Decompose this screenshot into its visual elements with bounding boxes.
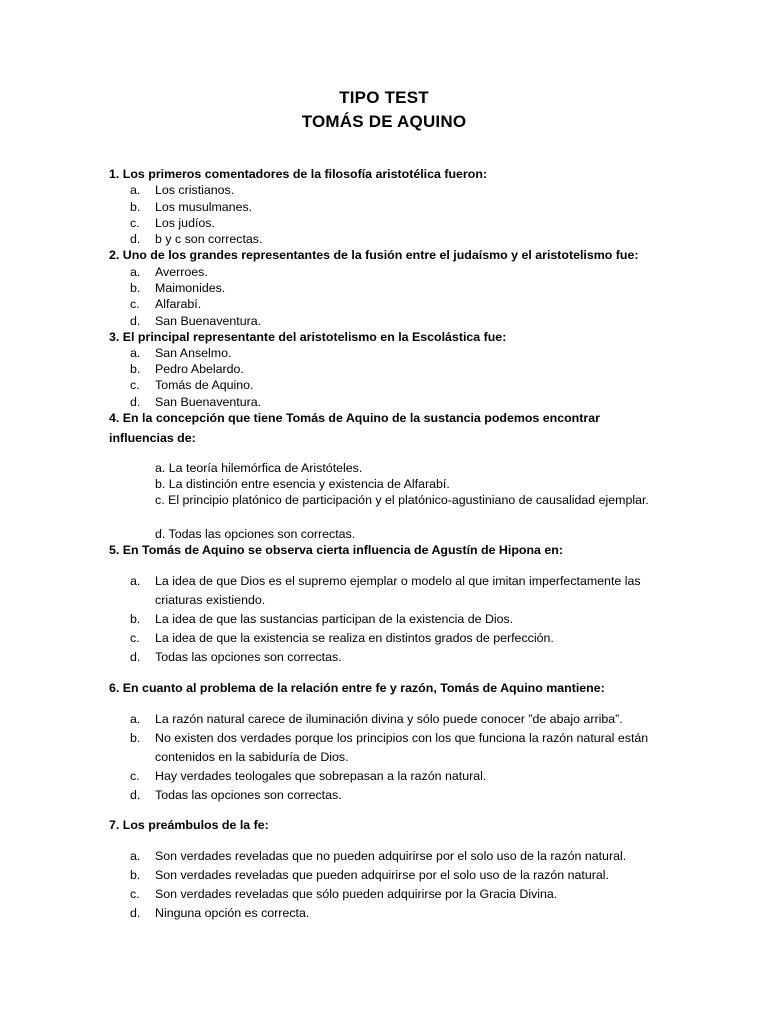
- option-text: Son verdades reveladas que pueden adquirirse por el solo uso de la razón natural.: [155, 868, 609, 882]
- question-6-option-b: [130, 729, 670, 767]
- question-3-option-b: [130, 361, 670, 377]
- question-4-option-d: d. Todas las opciones son correctas.: [155, 527, 356, 541]
- option-text: Son verdades reveladas que no pueden adquirirse por el solo uso de la razón natural.: [155, 849, 627, 863]
- question-4-option-a: a. La teoría hilemórfica de Aristóteles.: [155, 461, 363, 475]
- option-text: San Anselmo.: [155, 346, 232, 360]
- option-text: No existen dos verdades porque los principios con los que funciona la razón natural están contenidos en la sabiduría de Dios.: [155, 731, 649, 764]
- question-7-option-a: [130, 847, 670, 866]
- option-letter: a.: [130, 183, 141, 197]
- option-letter: a.: [130, 849, 141, 863]
- question-4: 4. En la concepción que tiene Tomás de Aquino de la sustancia podemos encontrar: [109, 411, 600, 425]
- option-letter: c.: [130, 297, 140, 311]
- option-text: Ninguna opción es correcta.: [155, 906, 310, 920]
- question-5: 5. En Tomás de Aquino se observa cierta influencia de Agustín de Hipona en:: [109, 543, 563, 557]
- question-6-option-c: [130, 767, 670, 786]
- option-text: Hay verdades teologales que sobrepasan a la razón natural.: [155, 769, 487, 783]
- option-text: Todas las opciones son correctas.: [155, 650, 342, 664]
- question-5-option-a: [130, 572, 670, 610]
- option-letter: c.: [130, 216, 140, 230]
- option-letter: b.: [130, 731, 141, 745]
- option-letter: a.: [130, 346, 141, 360]
- option-letter: d.: [130, 314, 141, 328]
- option-text: Los judíos.: [155, 216, 215, 230]
- option-text: b y c son correctas.: [155, 232, 263, 246]
- option-letter: c.: [130, 378, 140, 392]
- document-title: TIPO TEST: [339, 88, 429, 107]
- option-text: San Buenaventura.: [155, 314, 262, 328]
- option-letter: c.: [130, 769, 140, 783]
- question-4-continued: influencias de:: [109, 431, 196, 445]
- question-5-option-b: [130, 610, 670, 629]
- option-text: La idea de que Dios es el supremo ejemplar o modelo al que imitan imperfectamente las criaturas existiendo.: [155, 574, 641, 607]
- question-1-option-b: [130, 199, 670, 215]
- option-letter: c.: [130, 631, 140, 645]
- question-6: 6. En cuanto al problema de la relación entre fe y razón, Tomás de Aquino mantiene:: [109, 681, 605, 695]
- question-2-option-d: [130, 313, 670, 329]
- option-letter: b.: [130, 362, 141, 376]
- option-text: Averroes.: [155, 265, 208, 279]
- option-text: Maimonides.: [155, 281, 226, 295]
- option-text: La idea de que la existencia se realiza en distintos grados de perfección.: [155, 631, 554, 645]
- option-letter: b.: [130, 868, 141, 882]
- question-7: 7. Los preámbulos de la fe:: [109, 818, 269, 832]
- question-7-option-b: [130, 866, 670, 885]
- question-4-option-c: c. El principio platónico de participación y el platónico-agustiniano de causalidad ejemplar.: [155, 493, 649, 507]
- question-3-option-a: [130, 345, 670, 361]
- option-letter: d.: [130, 395, 141, 409]
- option-text: Tomás de Aquino.: [155, 378, 254, 392]
- option-text: La razón natural carece de iluminación divina y sólo puede conocer ”de abajo arriba”.: [155, 712, 623, 726]
- option-text: Los musulmanes.: [155, 200, 253, 214]
- question-2-option-b: [130, 280, 670, 296]
- question-6-option-a: [130, 710, 670, 729]
- question-6-option-d: [130, 786, 670, 805]
- option-text: Los cristianos.: [155, 183, 235, 197]
- question-7-option-c: [130, 885, 670, 904]
- option-letter: c.: [130, 887, 140, 901]
- option-text: San Buenaventura.: [155, 395, 262, 409]
- option-letter: d.: [130, 788, 141, 802]
- question-2-option-a: [130, 264, 670, 280]
- question-3: 3. El principal representante del aristotelismo en la Escolástica fue:: [109, 330, 507, 344]
- option-letter: a.: [130, 712, 141, 726]
- question-2-option-c: [130, 296, 670, 312]
- option-letter: a.: [130, 574, 141, 588]
- option-letter: d.: [130, 650, 141, 664]
- question-1-option-a: [130, 182, 670, 198]
- option-text: Todas las opciones son correctas.: [155, 788, 342, 802]
- option-letter: b.: [130, 200, 141, 214]
- option-letter: b.: [130, 612, 141, 626]
- question-7-option-d: [130, 904, 670, 923]
- option-text: La idea de que las sustancias participan de la existencia de Dios.: [155, 612, 514, 626]
- option-letter: d.: [130, 906, 141, 920]
- question-3-option-c: [130, 377, 670, 393]
- option-text: Son verdades reveladas que sólo pueden adquirirse por la Gracia Divina.: [155, 887, 558, 901]
- question-1-option-d: [130, 231, 670, 247]
- option-letter: d.: [130, 232, 141, 246]
- option-letter: b.: [130, 281, 141, 295]
- option-letter: a.: [130, 265, 141, 279]
- question-5-option-d: [130, 648, 670, 667]
- question-5-option-c: [130, 629, 670, 648]
- option-text: Alfarabí.: [155, 297, 202, 311]
- question-3-option-d: [130, 394, 670, 410]
- question-1-option-c: [130, 215, 670, 231]
- question-2: 2. Uno de los grandes representantes de la fusión entre el judaísmo y el aristotelismo fue:: [109, 248, 639, 262]
- question-4-option-b: b. La distinción entre esencia y existencia de Alfarabí.: [155, 477, 450, 491]
- document-subtitle: TOMÁS DE AQUINO: [301, 112, 467, 131]
- question-1: 1. Los primeros comentadores de la filosofía aristotélica fueron:: [109, 167, 488, 181]
- option-text: Pedro Abelardo.: [155, 362, 244, 376]
